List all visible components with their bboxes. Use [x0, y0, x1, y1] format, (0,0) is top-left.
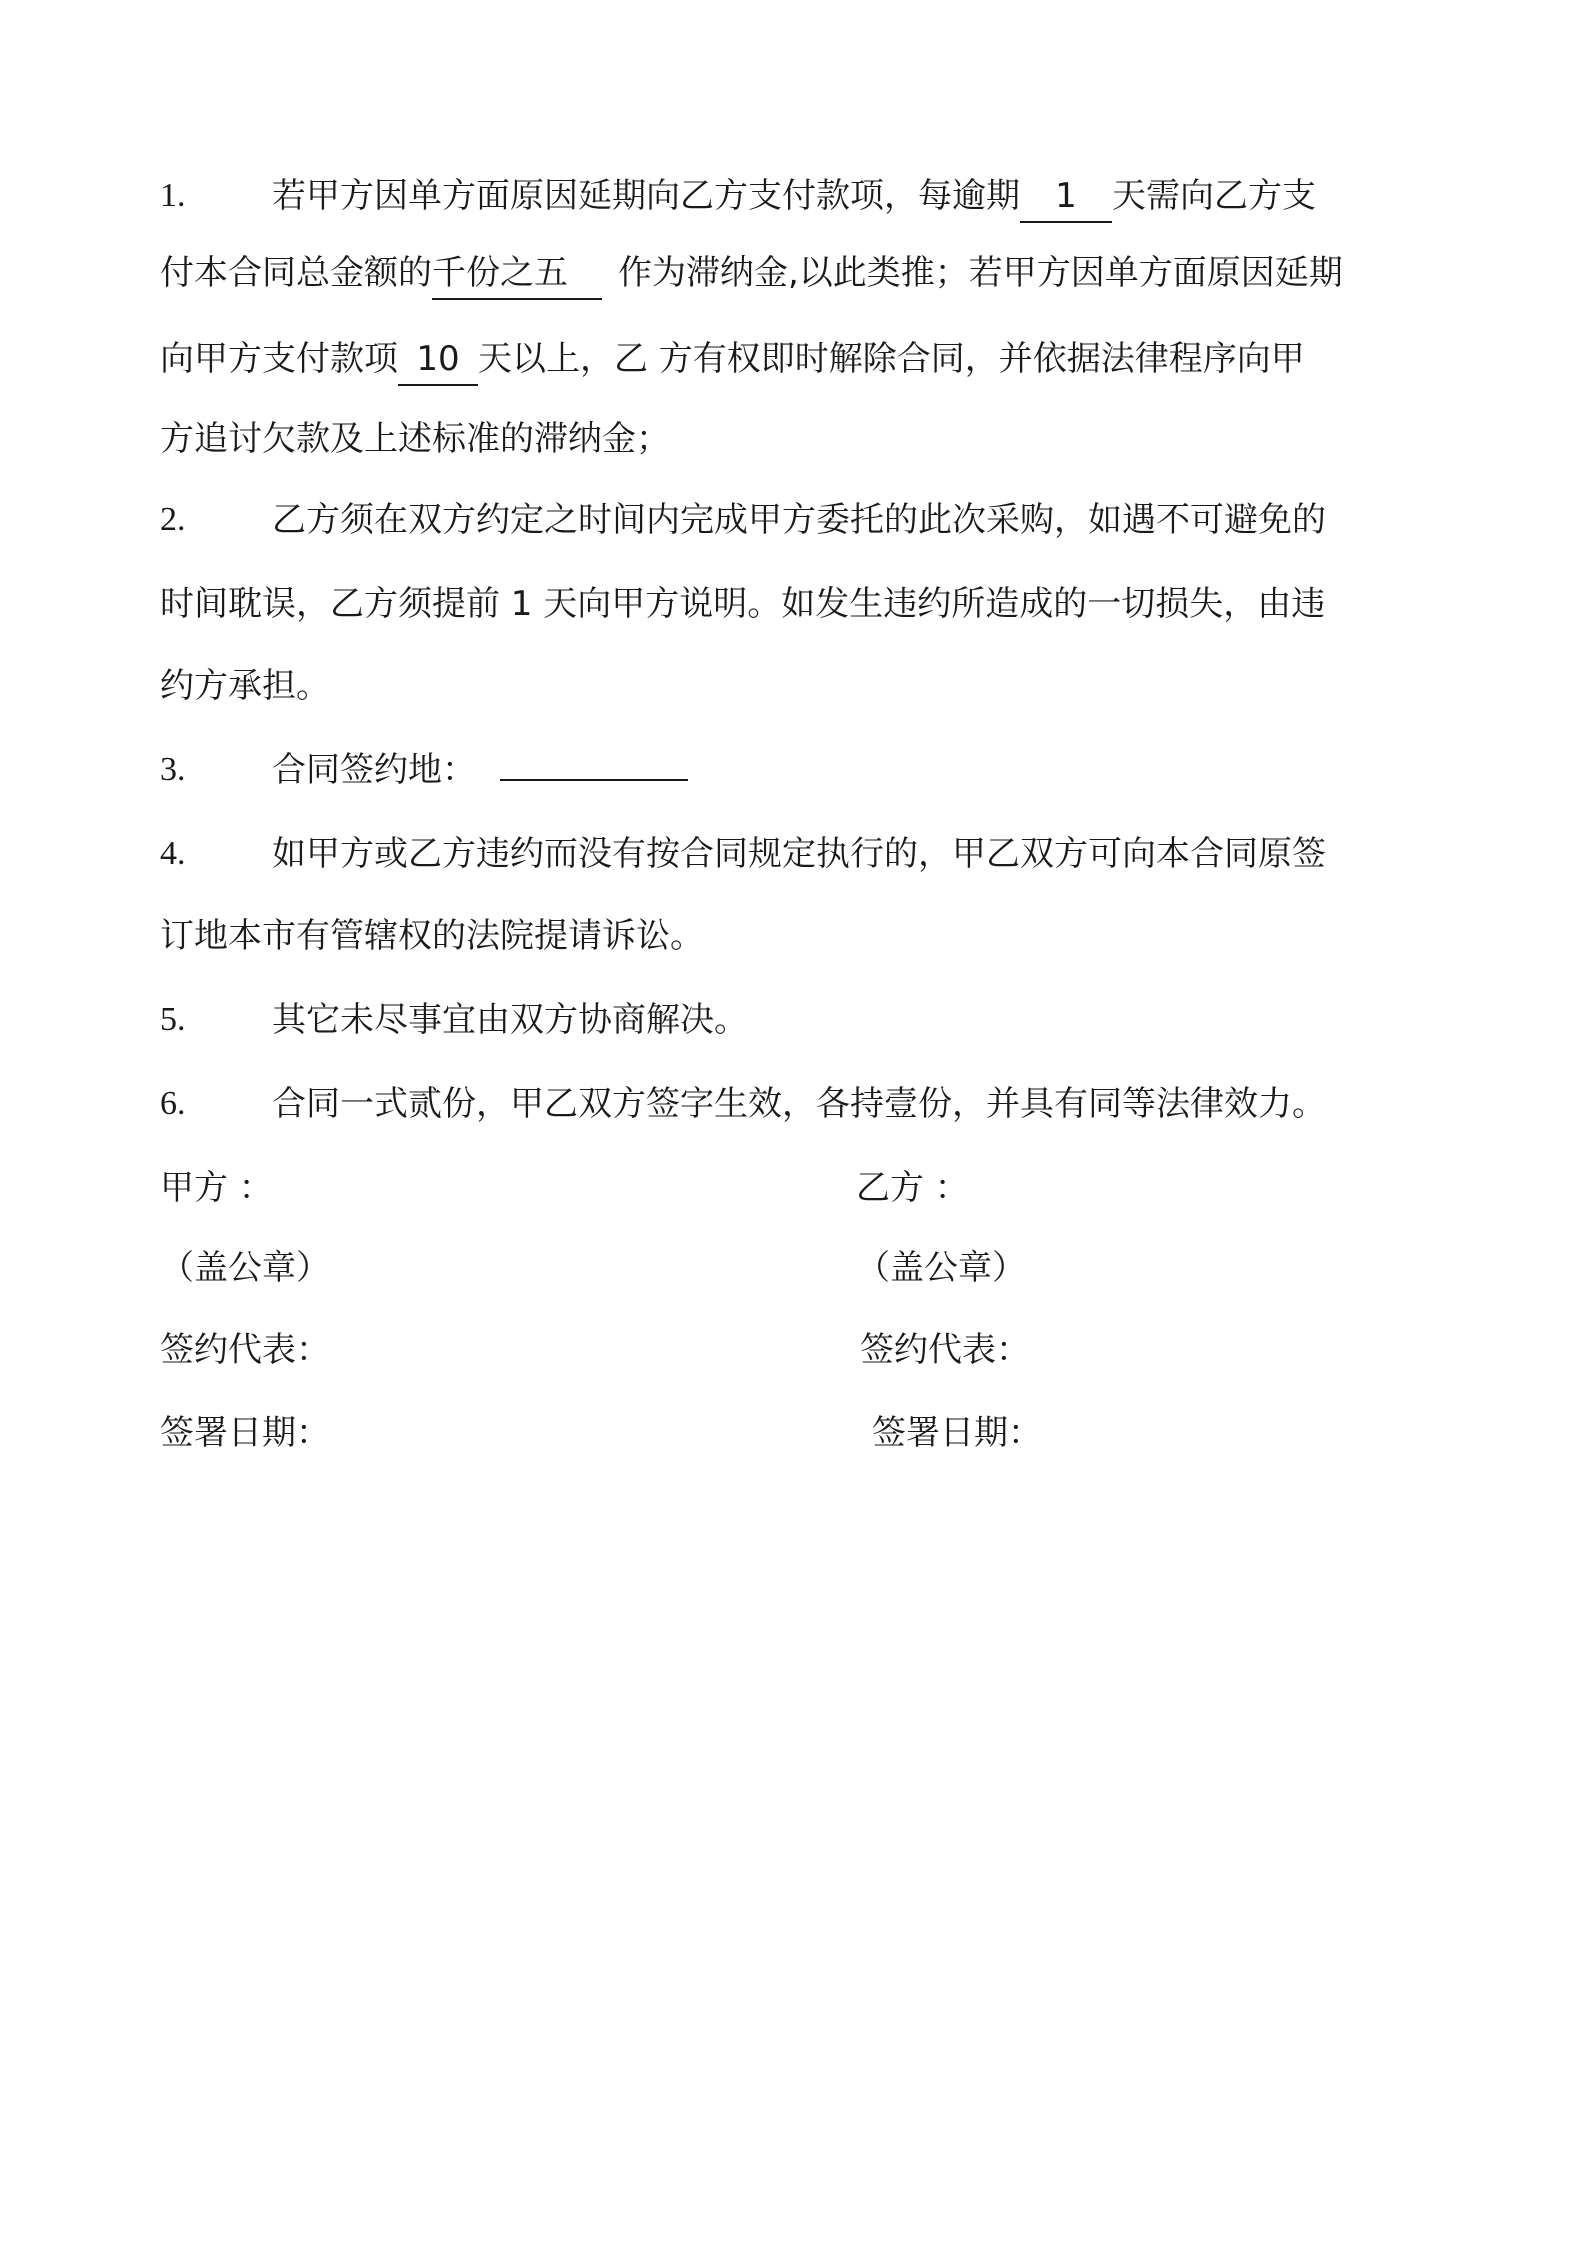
late-fee-rate-blank: 千份之五 [432, 248, 602, 300]
clause-1-line-3-text-a: 向甲方支付款项 [160, 339, 398, 379]
clause-1-line-4-text: 方追讨欠款及上述标准的滞纳金； [160, 419, 670, 459]
party-a-representative: 签约代表： [160, 1330, 330, 1370]
clause-2-line-1 [272, 492, 1326, 548]
clause-5-number: 5. [160, 1001, 186, 1038]
clause-5-line-1-text: 其它未尽事宜由双方协商解决。 [272, 1000, 748, 1040]
clause-6-line-1 [272, 1076, 1326, 1132]
clause-1-number: 1. [160, 177, 186, 214]
clause-2-line-3-text: 约方承担。 [160, 666, 330, 706]
clause-5-line-1 [272, 992, 748, 1048]
clause-2-line-2-text: 时间耽误，乙方须提前 1 天向甲方说明。如发生违约所造成的一切损失，由违 [160, 584, 1326, 624]
party-b-seal: （盖公章） [856, 1248, 1026, 1288]
clause-3-number: 3. [160, 751, 186, 788]
clause-3-line-1 [272, 742, 688, 798]
termination-days-blank: 10 [398, 334, 478, 386]
party-b-representative: 签约代表： [860, 1330, 1030, 1370]
clause-1-line-1-text-b: 天需向乙方支 [1112, 176, 1316, 216]
clause-6-number: 6. [160, 1085, 186, 1122]
clause-2-line-1-text: 乙方须在双方约定之时间内完成甲方委托的此次采购，如遇不可避免的 [272, 500, 1326, 540]
clause-4-line-2 [160, 908, 704, 964]
clause-2-line-3 [160, 658, 330, 714]
signing-place-label: 合同签约地： [272, 750, 476, 790]
clause-1-line-3 [160, 331, 1305, 387]
clause-1-line-1 [272, 168, 1316, 224]
clause-1-line-1-text-a: 若甲方因单方面原因延期向乙方支付款项，每逾期 [272, 176, 1020, 216]
signing-place-blank [500, 779, 688, 781]
clause-1-line-3-text-b: 天以上，乙 方有权即时解除合同，并依据法律程序向甲 [478, 339, 1305, 379]
party-b-date: 签署日期： [872, 1413, 1042, 1453]
party-a-seal: （盖公章） [160, 1248, 330, 1288]
clause-2-number: 2. [160, 501, 186, 538]
clause-4-line-1-text: 如甲方或乙方违约而没有按合同规定执行的，甲乙双方可向本合同原签 [272, 834, 1326, 874]
clause-4-line-2-text: 订地本市有管辖权的法院提请诉讼。 [160, 916, 704, 956]
overdue-days-blank: 1 [1020, 171, 1112, 223]
party-b-label: 乙方 ： [856, 1168, 969, 1208]
clause-1-line-2-text-b: 作为滞纳金,以此类推；若甲方因单方面原因延期 [618, 253, 1343, 293]
party-a-date: 签署日期： [160, 1413, 330, 1453]
clause-1-line-4 [160, 411, 670, 467]
party-a-label: 甲方 ： [160, 1168, 273, 1208]
clause-6-line-1-text: 合同一式贰份，甲乙双方签字生效，各持壹份，并具有同等法律效力。 [272, 1084, 1326, 1124]
clause-1-line-2-text-a: 付本合同总金额的 [160, 253, 432, 293]
clause-4-number: 4. [160, 835, 186, 872]
clause-1-line-2 [160, 245, 1343, 301]
clause-4-line-1 [272, 826, 1326, 882]
clause-2-line-2 [160, 576, 1325, 632]
